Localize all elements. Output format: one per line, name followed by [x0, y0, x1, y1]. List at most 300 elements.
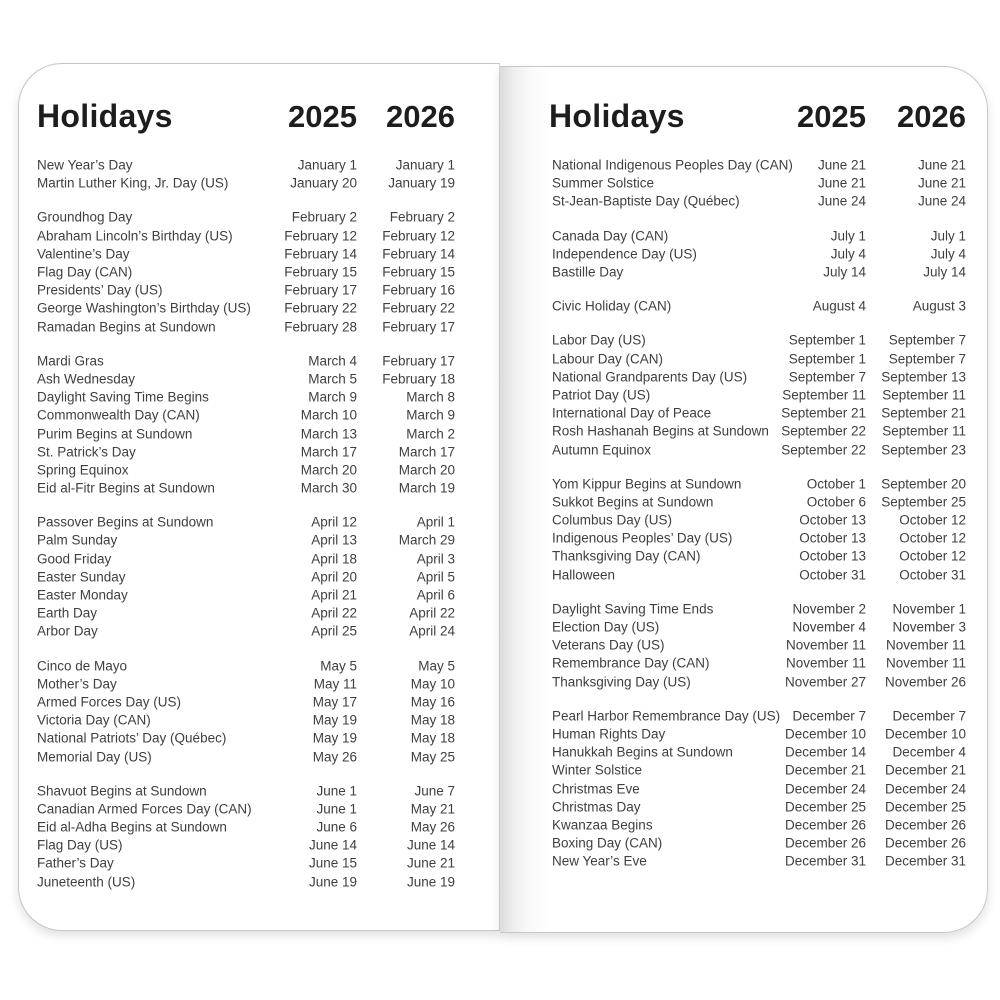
date-2026: March 2	[406, 425, 455, 441]
holiday-name: Flag Day (CAN)	[37, 264, 133, 280]
holiday-row	[37, 873, 499, 891]
holiday-name: St-Jean-Baptiste Day (Québec)	[552, 193, 740, 209]
holiday-row	[37, 586, 499, 604]
date-2025: March 4	[308, 353, 357, 369]
date-2026: December 4	[892, 744, 966, 760]
date-2026: December 24	[884, 780, 966, 796]
date-2025: December 26	[784, 817, 866, 833]
holiday-name: Sukkot Begins at Sundown	[552, 494, 714, 510]
date-2026: September 13	[881, 369, 966, 385]
holiday-row	[552, 779, 987, 797]
holiday-row	[552, 798, 987, 816]
year-header-2025: 2025	[288, 99, 357, 134]
date-2025: October 31	[799, 566, 866, 582]
holiday-row	[37, 388, 499, 406]
holiday-name: Yom Kippur Begins at Sundown	[552, 475, 742, 491]
holiday-group	[552, 331, 987, 458]
date-2025: March 17	[300, 443, 357, 459]
holiday-group	[37, 352, 499, 498]
holiday-row	[552, 725, 987, 743]
page-title: Holidays	[549, 98, 685, 134]
date-2025: March 30	[300, 480, 357, 496]
date-2025: April 13	[311, 532, 357, 548]
holiday-group	[552, 600, 987, 691]
date-2026: March 29	[398, 532, 455, 548]
holiday-name: St. Patrick’s Day	[37, 443, 136, 459]
holiday-name: Easter Monday	[37, 587, 128, 603]
date-2025: December 26	[784, 835, 866, 851]
holiday-row	[37, 370, 499, 388]
holiday-name: Martin Luther King, Jr. Day (US)	[37, 175, 229, 191]
date-2025: October 13	[799, 530, 866, 546]
date-2025: December 7	[792, 708, 866, 724]
date-2026: February 15	[382, 264, 455, 280]
date-2025: January 20	[290, 175, 357, 191]
holiday-row	[552, 547, 987, 565]
holiday-name: Armed Forces Day (US)	[37, 694, 182, 710]
date-2025: July 14	[823, 264, 866, 280]
holiday-row	[552, 673, 987, 691]
date-2026: May 16	[410, 694, 455, 710]
date-2026: April 24	[409, 623, 455, 639]
holiday-row	[552, 227, 987, 245]
date-2026: February 17	[382, 318, 455, 334]
date-2026: September 7	[888, 332, 966, 348]
holiday-row	[552, 636, 987, 654]
holiday-name: Human Rights Day	[552, 726, 666, 742]
date-2025: May 19	[312, 712, 357, 728]
holiday-row	[37, 406, 499, 424]
holiday-name: Labor Day (US)	[552, 332, 646, 348]
holiday-row	[37, 299, 499, 317]
holiday-row	[37, 836, 499, 854]
holiday-row	[37, 550, 499, 568]
date-2026: November 1	[892, 601, 966, 617]
holiday-name: National Grandparents Day (US)	[552, 369, 748, 385]
date-2025: February 15	[284, 264, 357, 280]
holiday-row	[37, 747, 499, 765]
holiday-row	[552, 600, 987, 618]
holiday-row	[37, 513, 499, 531]
holiday-name: International Day of Peace	[552, 405, 712, 421]
date-2025: March 9	[308, 389, 357, 405]
holiday-row	[552, 654, 987, 672]
date-2026: March 8	[406, 389, 455, 405]
date-2025: June 6	[316, 819, 357, 835]
left-page-header	[19, 98, 499, 144]
date-2026: September 11	[882, 423, 966, 439]
holiday-row	[37, 800, 499, 818]
holiday-row	[552, 174, 987, 192]
holiday-row	[37, 675, 499, 693]
holiday-name: Groundhog Day	[37, 209, 133, 225]
holiday-name: Canada Day (CAN)	[552, 227, 669, 243]
holiday-row	[552, 440, 987, 458]
holiday-row	[552, 297, 987, 315]
holiday-row	[37, 263, 499, 281]
holiday-row	[552, 618, 987, 636]
holiday-row	[37, 281, 499, 299]
date-2025: June 14	[308, 837, 357, 853]
date-2025: April 22	[311, 605, 357, 621]
holiday-row	[552, 852, 987, 870]
date-2026: March 20	[398, 462, 455, 478]
holiday-name: Thanksgiving Day (US)	[552, 673, 691, 689]
holiday-name: Remembrance Day (CAN)	[552, 655, 710, 671]
holiday-row	[552, 529, 987, 547]
holiday-row	[37, 568, 499, 586]
holiday-name: Autumn Equinox	[552, 441, 652, 457]
date-2026: May 5	[418, 657, 455, 673]
holiday-name: Ramadan Begins at Sundown	[37, 318, 216, 334]
holiday-group	[37, 208, 499, 335]
holiday-name: Abraham Lincoln’s Birthday (US)	[37, 227, 233, 243]
date-2025: May 5	[320, 657, 357, 673]
date-2026: November 11	[885, 637, 966, 653]
holiday-row	[552, 404, 987, 422]
date-2025: June 1	[316, 801, 357, 817]
holiday-row	[552, 707, 987, 725]
holiday-group	[552, 297, 987, 315]
date-2025: September 11	[782, 387, 866, 403]
date-2026: February 17	[382, 353, 455, 369]
date-2025: May 11	[313, 676, 357, 692]
date-2026: February 14	[382, 246, 455, 262]
date-2025: April 21	[311, 587, 357, 603]
holiday-row	[37, 657, 499, 675]
holiday-name: New Year’s Day	[37, 157, 133, 173]
date-2026: December 7	[892, 708, 966, 724]
date-2026: December 21	[884, 762, 966, 778]
holiday-name: Good Friday	[37, 550, 112, 566]
holiday-row	[552, 350, 987, 368]
date-2026: May 10	[410, 676, 455, 692]
holiday-row	[37, 352, 499, 370]
holiday-group	[37, 782, 499, 891]
date-2026: May 25	[410, 748, 455, 764]
holiday-name: Earth Day	[37, 605, 98, 621]
holiday-group	[37, 657, 499, 766]
holiday-name: Pearl Harbor Remembrance Day (US)	[552, 708, 781, 724]
holiday-name: Mother’s Day	[37, 676, 117, 692]
holiday-list	[552, 156, 987, 870]
date-2025: June 21	[817, 157, 866, 173]
date-2026: June 14	[406, 837, 455, 853]
holiday-row	[37, 711, 499, 729]
date-2025: December 24	[784, 780, 866, 796]
date-2026: May 18	[410, 730, 455, 746]
holiday-name: Columbus Day (US)	[552, 512, 673, 528]
holiday-name: Eid al-Fitr Begins at Sundown	[37, 480, 215, 496]
holiday-name: Valentine’s Day	[37, 246, 130, 262]
holiday-row	[37, 622, 499, 640]
holiday-name: Canadian Armed Forces Day (CAN)	[37, 801, 252, 817]
holiday-row	[37, 479, 499, 497]
holiday-row	[37, 208, 499, 226]
holiday-row	[37, 461, 499, 479]
date-2025: June 24	[817, 193, 866, 209]
holiday-row	[552, 743, 987, 761]
holiday-row	[552, 386, 987, 404]
date-2025: November 11	[785, 655, 866, 671]
holiday-name: Daylight Saving Time Begins	[37, 389, 209, 405]
date-2025: June 1	[316, 782, 357, 798]
holiday-row	[552, 475, 987, 493]
holiday-name: Commonwealth Day (CAN)	[37, 407, 200, 423]
date-2025: February 12	[284, 227, 357, 243]
date-2025: March 5	[308, 371, 357, 387]
holiday-row	[552, 368, 987, 386]
holiday-name: Flag Day (US)	[37, 837, 123, 853]
page-title: Holidays	[37, 98, 173, 134]
holiday-name: Bastille Day	[552, 264, 624, 280]
holiday-name: Christmas Eve	[552, 780, 640, 796]
holiday-row	[552, 156, 987, 174]
date-2025: September 22	[781, 441, 866, 457]
holiday-name: Kwanzaa Begins	[552, 817, 653, 833]
date-2025: December 21	[784, 762, 866, 778]
holiday-row	[37, 693, 499, 711]
holiday-row	[37, 156, 499, 174]
date-2026: September 25	[881, 494, 966, 510]
holiday-row	[552, 761, 987, 779]
holiday-name: Patriot Day (US)	[552, 387, 651, 403]
date-2025: September 7	[788, 369, 866, 385]
year-header-2025: 2025	[797, 99, 866, 134]
date-2025: October 6	[806, 494, 866, 510]
holiday-name: National Indigenous Peoples Day (CAN)	[552, 157, 793, 173]
date-2026: September 11	[882, 387, 966, 403]
holiday-name: Easter Sunday	[37, 569, 126, 585]
holiday-name: Spring Equinox	[37, 462, 129, 478]
date-2026: December 10	[884, 726, 966, 742]
date-2026: January 1	[395, 157, 455, 173]
holiday-row	[37, 424, 499, 442]
year-header-2026: 2026	[386, 99, 455, 134]
date-2026: February 18	[382, 371, 455, 387]
holiday-name: Civic Holiday (CAN)	[552, 298, 672, 314]
date-2026: October 12	[899, 548, 966, 564]
date-2026: May 26	[410, 819, 455, 835]
holiday-name: Christmas Day	[552, 798, 641, 814]
date-2025: April 12	[311, 514, 357, 530]
date-2025: February 2	[291, 209, 357, 225]
date-2026: September 20	[881, 475, 966, 491]
date-2026: November 11	[885, 655, 966, 671]
date-2025: July 1	[830, 227, 866, 243]
date-2026: June 24	[917, 193, 966, 209]
date-2025: January 1	[297, 157, 357, 173]
holiday-row	[552, 331, 987, 349]
holiday-row	[37, 174, 499, 192]
date-2025: May 17	[312, 694, 357, 710]
date-2025: August 4	[812, 298, 866, 314]
left-page	[18, 63, 500, 931]
date-2025: December 25	[784, 798, 866, 814]
holiday-name: Presidents’ Day (US)	[37, 282, 163, 298]
date-2026: October 12	[899, 512, 966, 528]
holiday-name: New Year’s Eve	[552, 853, 647, 869]
holiday-name: Victoria Day (CAN)	[37, 712, 151, 728]
holiday-name: Independence Day (US)	[552, 246, 697, 262]
holiday-row	[552, 422, 987, 440]
date-2025: March 10	[300, 407, 357, 423]
date-2026: July 4	[930, 246, 966, 262]
holiday-row	[552, 245, 987, 263]
date-2026: June 21	[917, 175, 966, 191]
date-2025: December 14	[784, 744, 866, 760]
holiday-row	[37, 854, 499, 872]
holiday-name: Hanukkah Begins at Sundown	[552, 744, 733, 760]
date-2026: February 2	[389, 209, 455, 225]
holiday-name: Palm Sunday	[37, 532, 118, 548]
holiday-row	[37, 604, 499, 622]
holiday-name: Ash Wednesday	[37, 371, 136, 387]
date-2026: January 19	[388, 175, 455, 191]
holiday-name: Arbor Day	[37, 623, 98, 639]
holiday-name: Halloween	[552, 566, 616, 582]
holiday-name: Shavuot Begins at Sundown	[37, 782, 207, 798]
holiday-row	[37, 245, 499, 263]
date-2025: October 13	[799, 512, 866, 528]
holiday-name: Daylight Saving Time Ends	[552, 601, 714, 617]
holiday-name: Purim Begins at Sundown	[37, 425, 193, 441]
holiday-row	[552, 192, 987, 210]
date-2026: July 14	[923, 264, 966, 280]
date-2026: April 5	[416, 569, 455, 585]
holiday-row	[37, 818, 499, 836]
date-2025: June 19	[308, 873, 357, 889]
date-2025: March 20	[300, 462, 357, 478]
holiday-row	[552, 566, 987, 584]
year-header-2026: 2026	[897, 99, 966, 134]
date-2026: October 31	[899, 566, 966, 582]
holiday-name: Mardi Gras	[37, 353, 104, 369]
holiday-name: George Washington’s Birthday (US)	[37, 300, 251, 316]
date-2026: December 25	[884, 798, 966, 814]
date-2026: July 1	[930, 227, 966, 243]
holiday-name: Rosh Hashanah Begins at Sundown	[552, 423, 769, 439]
date-2026: August 3	[912, 298, 966, 314]
date-2025: November 27	[784, 673, 866, 689]
date-2025: March 13	[300, 425, 357, 441]
holiday-row	[37, 782, 499, 800]
holiday-name: Father’s Day	[37, 855, 114, 871]
holiday-row	[37, 318, 499, 336]
date-2026: December 26	[884, 835, 966, 851]
date-2025: February 14	[284, 246, 357, 262]
holiday-name: Memorial Day (US)	[37, 748, 152, 764]
holiday-name: National Patriots’ Day (Québec)	[37, 730, 227, 746]
holiday-row	[552, 816, 987, 834]
holiday-row	[552, 834, 987, 852]
holiday-list	[37, 156, 499, 891]
date-2025: July 4	[830, 246, 866, 262]
date-2025: December 10	[784, 726, 866, 742]
date-2025: September 1	[788, 350, 866, 366]
holiday-name: Boxing Day (CAN)	[552, 835, 663, 851]
holiday-group	[552, 227, 987, 282]
holiday-row	[37, 443, 499, 461]
holiday-name: Winter Solstice	[552, 762, 643, 778]
date-2025: May 19	[312, 730, 357, 746]
date-2026: April 3	[416, 550, 455, 566]
date-2025: February 22	[284, 300, 357, 316]
holiday-group	[552, 156, 987, 211]
date-2026: September 7	[888, 350, 966, 366]
holiday-group	[37, 156, 499, 192]
date-2026: October 12	[899, 530, 966, 546]
right-page-header	[500, 98, 987, 144]
date-2026: February 12	[382, 227, 455, 243]
date-2025: September 1	[788, 332, 866, 348]
date-2026: June 21	[406, 855, 455, 871]
date-2025: December 31	[784, 853, 866, 869]
date-2026: June 21	[917, 157, 966, 173]
date-2026: May 21	[410, 801, 455, 817]
holiday-name: Passover Begins at Sundown	[37, 514, 214, 530]
date-2026: March 9	[406, 407, 455, 423]
holiday-group	[552, 707, 987, 871]
right-page	[500, 66, 988, 933]
date-2025: February 17	[284, 282, 357, 298]
date-2025: October 13	[799, 548, 866, 564]
date-2026: May 18	[410, 712, 455, 728]
holiday-name: Indigenous Peoples’ Day (US)	[552, 530, 733, 546]
date-2025: May 26	[312, 748, 357, 764]
holiday-row	[552, 511, 987, 529]
date-2026: December 26	[884, 817, 966, 833]
date-2026: April 6	[416, 587, 455, 603]
date-2025: April 25	[311, 623, 357, 639]
date-2025: February 28	[284, 318, 357, 334]
date-2026: March 19	[398, 480, 455, 496]
holiday-row	[552, 263, 987, 281]
date-2025: September 22	[781, 423, 866, 439]
holiday-row	[37, 531, 499, 549]
date-2025: June 15	[308, 855, 357, 871]
date-2026: February 16	[382, 282, 455, 298]
holiday-name: Juneteenth (US)	[37, 873, 136, 889]
date-2025: September 21	[781, 405, 866, 421]
date-2026: November 3	[892, 619, 966, 635]
holiday-name: Thanksgiving Day (CAN)	[552, 548, 701, 564]
date-2025: April 20	[311, 569, 357, 585]
holiday-row	[37, 227, 499, 245]
date-2025: November 11	[785, 637, 866, 653]
holiday-group	[552, 475, 987, 584]
date-2025: June 21	[817, 175, 866, 191]
date-2026: September 21	[881, 405, 966, 421]
holiday-name: Summer Solstice	[552, 175, 655, 191]
holiday-name: Eid al-Adha Begins at Sundown	[37, 819, 227, 835]
date-2026: April 22	[409, 605, 455, 621]
holiday-name: Labour Day (CAN)	[552, 350, 664, 366]
date-2025: April 18	[311, 550, 357, 566]
date-2026: December 31	[884, 853, 966, 869]
holiday-group	[37, 513, 499, 640]
date-2025: October 1	[806, 475, 866, 491]
holiday-row	[552, 493, 987, 511]
holiday-row	[37, 729, 499, 747]
date-2026: February 22	[382, 300, 455, 316]
date-2026: April 1	[416, 514, 455, 530]
date-2026: November 26	[884, 673, 966, 689]
holiday-name: Veterans Day (US)	[552, 637, 665, 653]
date-2026: June 7	[414, 782, 455, 798]
date-2025: November 4	[792, 619, 866, 635]
holiday-name: Cinco de Mayo	[37, 657, 128, 673]
